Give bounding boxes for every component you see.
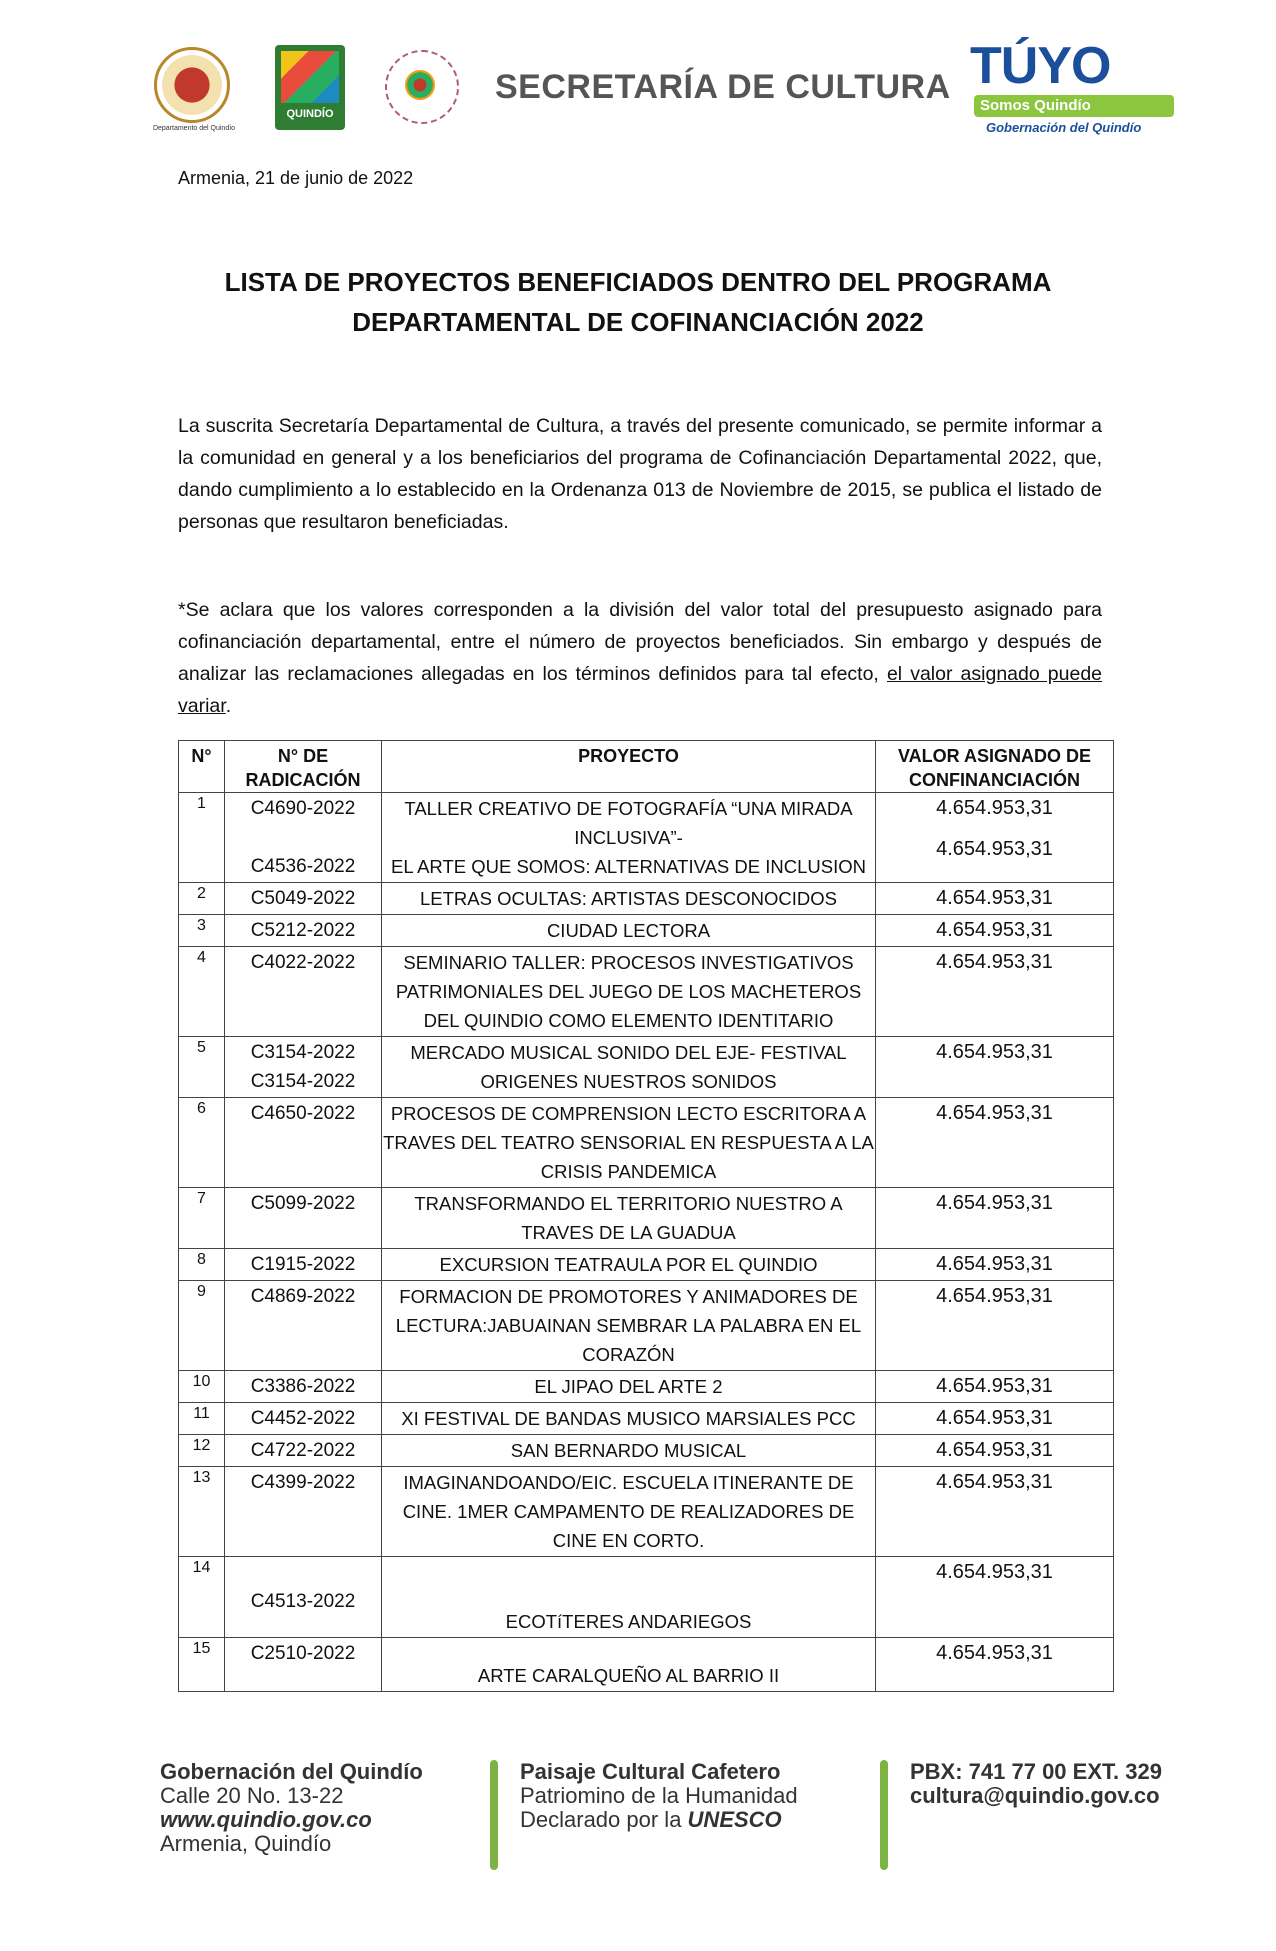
- footer-city: Armenia, Quindío: [160, 1831, 332, 1856]
- row-num: 10: [179, 1371, 225, 1403]
- valor-line: 4.654.953,31: [936, 838, 1053, 860]
- footer-website: www.quindio.gov.co: [160, 1807, 372, 1832]
- radicacion-line: C4536-2022: [250, 856, 356, 877]
- footer-declarado-text: Declarado por la: [520, 1807, 688, 1832]
- footer-street: Calle 20 No. 13-22: [160, 1783, 344, 1808]
- footer-unesco: UNESCO: [687, 1807, 782, 1832]
- seal-emblem-icon: [154, 47, 230, 123]
- row-radicacion: C4650-2022: [225, 1098, 382, 1188]
- proyecto-line: TALLER CREATIVO DE FOTOGRAFÍA “UNA MIRADA INCLUSIVA”-: [404, 798, 853, 848]
- row-radicacion: [225, 1557, 382, 1638]
- table-header-row: [179, 741, 1114, 793]
- row-num: 15: [179, 1638, 225, 1692]
- footer-email: cultura@quindio.gov.co: [910, 1783, 1160, 1808]
- beneficiaries-table: [178, 740, 1114, 1692]
- row-radicacion: C4869-2022: [225, 1281, 382, 1371]
- tuyo-logo: [970, 37, 1200, 140]
- row-num: 14: [179, 1557, 225, 1638]
- row-radicacion: C5212-2022: [225, 915, 382, 947]
- row-proyecto: MERCADO MUSICAL SONIDO DEL EJE- FESTIVAL ORIGENES NUESTROS SONIDOS: [382, 1037, 876, 1098]
- row-proyecto: [382, 793, 876, 883]
- intro-paragraph: La suscrita Secretaría Departamental de Cultura, a través del presente comunicado, se permite informar a la comunidad en general y a los beneficiarios del programa de Cofinanciación Departamental 2022, que, dando cumplimiento a lo establecido en la Ordenanza 013 de Noviembre de 2015, se publica el listado de personas que resultaron beneficiadas.: [178, 415, 1102, 533]
- row-proyecto: XI FESTIVAL DE BANDAS MUSICO MARSIALES PCC: [382, 1403, 876, 1435]
- secretaria-title: SECRETARÍA DE CULTURA: [495, 68, 951, 106]
- row-radicacion: C1915-2022: [225, 1249, 382, 1281]
- table-row: [179, 915, 1114, 947]
- row-num: 13: [179, 1467, 225, 1557]
- row-valor: 4.654.953,31: [876, 1435, 1114, 1467]
- row-proyecto: SAN BERNARDO MUSICAL: [382, 1435, 876, 1467]
- row-radicacion: C4452-2022: [225, 1403, 382, 1435]
- letterhead-footer: [160, 1760, 1220, 1870]
- footer-contact: [910, 1760, 1162, 1808]
- row-num: 11: [179, 1403, 225, 1435]
- row-num: 9: [179, 1281, 225, 1371]
- row-num: 1: [179, 793, 225, 883]
- row-radicacion: C5049-2022: [225, 883, 382, 915]
- row-num: 7: [179, 1188, 225, 1249]
- row-valor: 4.654.953,31: [876, 915, 1114, 947]
- row-proyecto: [382, 1557, 876, 1638]
- row-valor: 4.654.953,31: [876, 1188, 1114, 1249]
- table-row: [179, 1281, 1114, 1371]
- clarification-end: .: [225, 695, 232, 717]
- header-valor: VALOR ASIGNADO DE CONFINANCIACIÓN: [876, 741, 1114, 793]
- row-valor: 4.654.953,31: [876, 1557, 1114, 1638]
- letterhead: [150, 37, 1200, 140]
- row-valor: 4.654.953,31: [876, 1037, 1114, 1098]
- row-valor: 4.654.953,31: [876, 883, 1114, 915]
- row-proyecto: EXCURSION TEATRAULA POR EL QUINDIO: [382, 1249, 876, 1281]
- footer-declarado: [520, 1808, 798, 1832]
- row-proyecto: TRANSFORMANDO EL TERRITORIO NUESTRO A TRAVES DE LA GUADUA: [382, 1188, 876, 1249]
- footer-divider: [880, 1760, 888, 1870]
- quindio-logo: [275, 45, 345, 130]
- table-row: [179, 947, 1114, 1037]
- header-proyecto: PROYECTO: [382, 741, 876, 793]
- footer-divider: [490, 1760, 498, 1870]
- row-radicacion: C3386-2022: [225, 1371, 382, 1403]
- row-num: 2: [179, 883, 225, 915]
- row-radicacion: C5099-2022: [225, 1188, 382, 1249]
- variable-value-note: el valor asignado puede variar: [178, 663, 1103, 717]
- table-row: [179, 1098, 1114, 1188]
- table-row: [179, 1435, 1114, 1467]
- seal-caption: Departamento del Quindío: [152, 125, 236, 132]
- row-valor: 4.654.953,31: [876, 1638, 1114, 1692]
- radicacion-line: C4513-2022: [250, 1591, 356, 1612]
- row-radicacion: C4022-2022: [225, 947, 382, 1037]
- row-radicacion: C2510-2022: [225, 1638, 382, 1692]
- row-radicacion: C4399-2022: [225, 1467, 382, 1557]
- row-proyecto: EL JIPAO DEL ARTE 2: [382, 1371, 876, 1403]
- row-valor: 4.654.953,31: [876, 1467, 1114, 1557]
- row-num: 8: [179, 1249, 225, 1281]
- row-num: 6: [179, 1098, 225, 1188]
- title-line-2: DEPARTAMENTAL DE COFINANCIACIÓN 2022: [352, 307, 924, 337]
- document-date: Armenia, 21 de junio de 2022: [178, 168, 414, 188]
- proyecto-line: ECOTíTERES ANDARIEGOS: [505, 1611, 752, 1632]
- radicacion-line: C4690-2022: [250, 798, 356, 819]
- table-row: [179, 1249, 1114, 1281]
- table-row: [179, 1037, 1114, 1098]
- table-row: [179, 1467, 1114, 1557]
- department-seal-logo: [150, 45, 236, 140]
- footer-gobernacion: Gobernación del Quindío: [160, 1759, 423, 1784]
- row-radicacion: [225, 793, 382, 883]
- radicacion-line: C3154-2022: [250, 1071, 356, 1092]
- row-valor: 4.654.953,31: [876, 947, 1114, 1037]
- table-row: [179, 1557, 1114, 1638]
- row-proyecto: LETRAS OCULTAS: ARTISTAS DESCONOCIDOS: [382, 883, 876, 915]
- clarification-paragraph: [178, 594, 1102, 722]
- row-radicacion: [225, 1037, 382, 1098]
- table-row: [179, 883, 1114, 915]
- proyecto-line: EL ARTE QUE SOMOS: ALTERNATIVAS DE INCLUSION: [391, 856, 866, 877]
- footer-paisaje-title: Paisaje Cultural Cafetero: [520, 1759, 781, 1784]
- row-valor: [876, 793, 1114, 883]
- row-valor: 4.654.953,31: [876, 1371, 1114, 1403]
- row-valor: 4.654.953,31: [876, 1281, 1114, 1371]
- row-num: 12: [179, 1435, 225, 1467]
- table-row: [179, 1638, 1114, 1692]
- row-num: 5: [179, 1037, 225, 1098]
- row-valor: 4.654.953,31: [876, 1249, 1114, 1281]
- row-proyecto: IMAGINANDOANDO/EIC. ESCUELA ITINERANTE DE CINE. 1MER CAMPAMENTO DE REALIZADORES DE CINE EN CORTO.: [382, 1467, 876, 1557]
- table-row: [179, 1403, 1114, 1435]
- row-valor: 4.654.953,31: [876, 1403, 1114, 1435]
- row-num: 3: [179, 915, 225, 947]
- row-proyecto: CIUDAD LECTORA: [382, 915, 876, 947]
- table-row: [179, 1188, 1114, 1249]
- clarification-text: *Se aclara que los valores corresponden a la división del valor total del presupuesto asignado para cofinanciación departamental, entre el número de proyectos beneficiados. Sin embargo y después de analizar las reclamaciones allegadas en los términos definidos para tal efecto,: [178, 599, 1102, 685]
- table-row: [179, 1371, 1114, 1403]
- row-num: 4: [179, 947, 225, 1037]
- footer-patrimonio: Patriomino de la Humanidad: [520, 1783, 798, 1808]
- footer-paisaje: [520, 1760, 798, 1832]
- paisaje-cultural-logo: [380, 45, 460, 130]
- row-proyecto: PROCESOS DE COMPRENSION LECTO ESCRITORA A TRAVES DEL TEATRO SENSORIAL EN RESPUESTA A LA CRISIS PANDEMICA: [382, 1098, 876, 1188]
- quindio-caption: QUINDÍO: [286, 108, 334, 120]
- quindio-mosaic-icon: [281, 51, 339, 103]
- title-line-1: LISTA DE PROYECTOS BENEFICIADOS DENTRO DEL PROGRAMA: [224, 267, 1052, 297]
- row-proyecto: SEMINARIO TALLER: PROCESOS INVESTIGATIVOS PATRIMONIALES DEL JUEGO DE LOS MACHETEROS DEL QUINDIO COMO ELEMENTO IDENTITARIO: [382, 947, 876, 1037]
- proyecto-line: ARTE CARALQUEÑO AL BARRIO II: [477, 1665, 780, 1686]
- row-radicacion: C4722-2022: [225, 1435, 382, 1467]
- paisaje-flower-icon: [405, 70, 435, 100]
- row-proyecto: [382, 1638, 876, 1692]
- row-proyecto: FORMACION DE PROMOTORES Y ANIMADORES DE LECTURA:JABUAINAN SEMBRAR LA PALABRA EN EL CORAZÓN: [382, 1281, 876, 1371]
- tuyo-somos: Somos Quindío: [974, 95, 1174, 117]
- valor-line: 4.654.953,31: [936, 797, 1053, 819]
- tuyo-wordmark: TÚYO: [970, 37, 1111, 95]
- radicacion-line: C3154-2022: [250, 1042, 356, 1063]
- tuyo-gobernacion: Gobernación del Quindío: [986, 120, 1142, 135]
- header-num: N°: [179, 741, 225, 793]
- row-valor: 4.654.953,31: [876, 1098, 1114, 1188]
- table-row: [179, 793, 1114, 883]
- header-radicacion: N° DE RADICACIÓN: [225, 741, 382, 793]
- footer-pbx: PBX: 741 77 00 EXT. 329: [910, 1759, 1162, 1784]
- document-title: [178, 262, 1098, 342]
- footer-address: [160, 1760, 423, 1856]
